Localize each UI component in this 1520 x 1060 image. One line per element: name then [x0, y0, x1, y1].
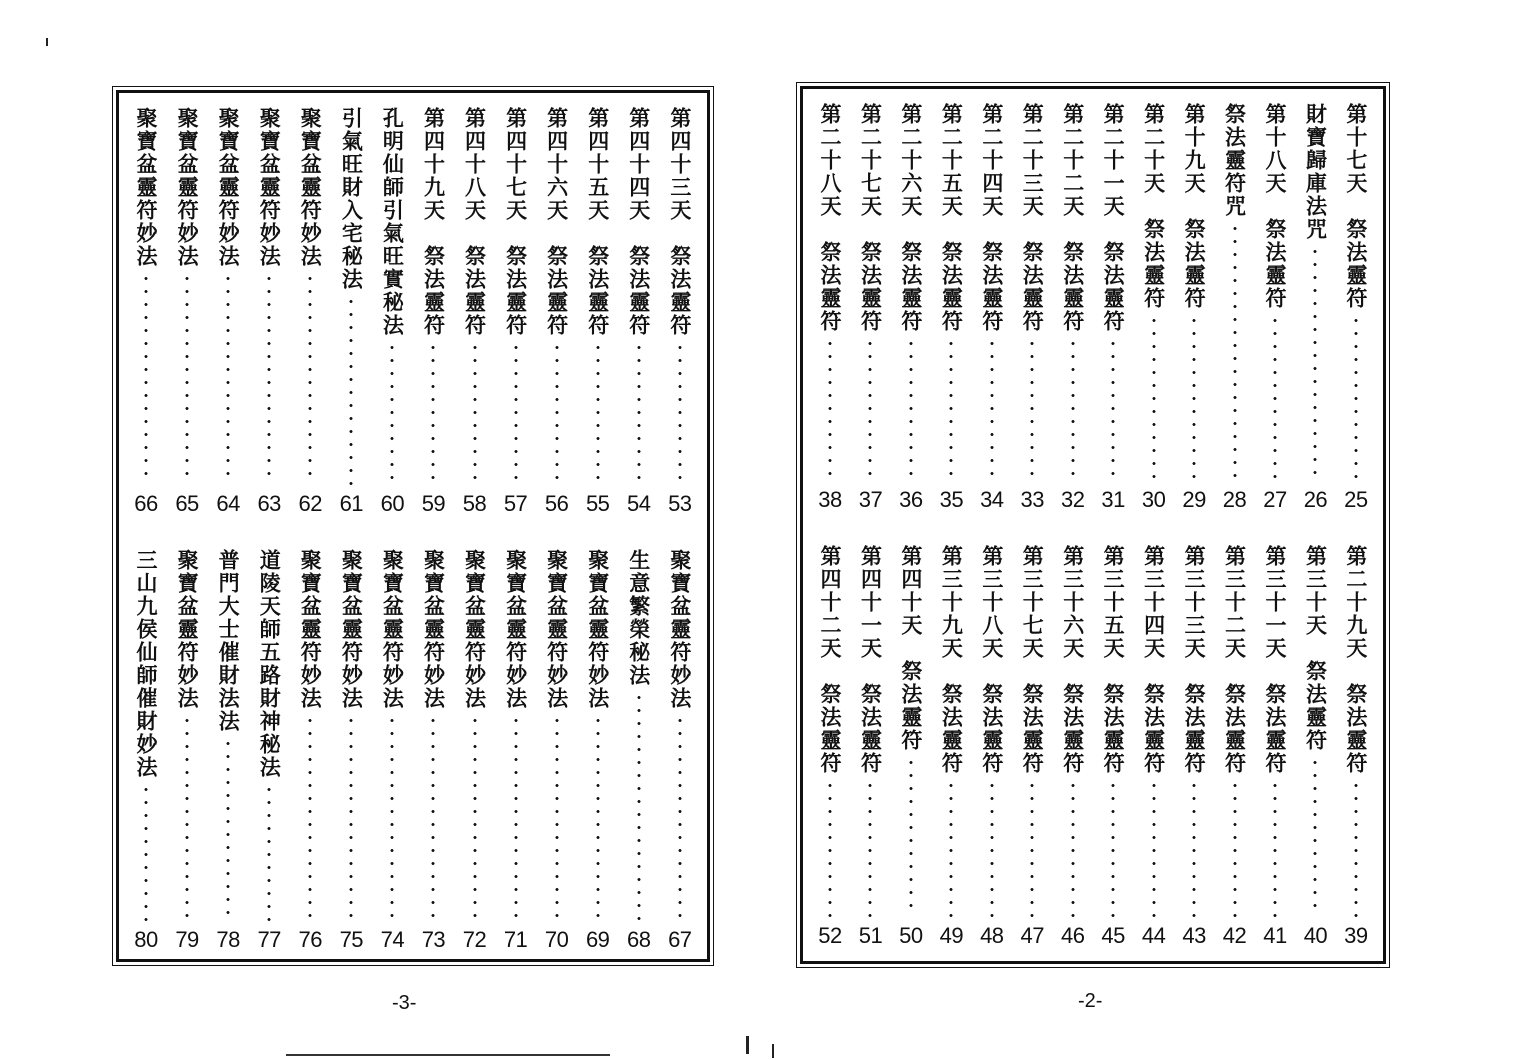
- toc-entry-title: 第四十一天 祭法靈符: [858, 545, 884, 775]
- dot-leader: [267, 783, 271, 921]
- dot-leader: [637, 691, 641, 921]
- toc-entry-page: 29: [1182, 487, 1206, 512]
- toc-entry-page: 35: [939, 487, 964, 512]
- toc-entry-title: 第二十八天 祭法靈符: [818, 103, 843, 333]
- toc-entry-title: 第四十天 祭法靈符: [898, 545, 924, 752]
- toc-entry-page: 80: [134, 927, 158, 952]
- toc-entry-title: 聚寶盆靈符妙法: [667, 549, 693, 710]
- dot-leader: [308, 714, 312, 921]
- toc-entry-title: 第三十六天 祭法靈符: [1060, 545, 1086, 775]
- toc-entry-page: 71: [503, 927, 528, 952]
- toc-entry-title: 聚寶盆靈符妙法: [298, 549, 324, 710]
- toc-entry: [892, 545, 930, 949]
- toc-entry: [1256, 103, 1294, 513]
- scan-speck: [46, 38, 48, 46]
- toc-entry-title: 普門大士催財法法: [216, 549, 242, 733]
- toc-column-group-top: [127, 107, 699, 517]
- toc-entry-page: 59: [421, 491, 446, 516]
- toc-entry-page: 55: [585, 491, 610, 516]
- dot-leader: [1313, 756, 1317, 917]
- toc-entry: [811, 545, 849, 949]
- toc-entry: [209, 549, 247, 953]
- toc-entry-title: 第四十八天 祭法靈符: [462, 107, 488, 337]
- toc-entry-title: 第二十一天 祭法靈符: [1101, 103, 1127, 333]
- dot-leader: [1192, 779, 1196, 917]
- toc-entry-title: 第二十六天 祭法靈符: [898, 103, 924, 333]
- toc-entry-title: 第十七天 祭法靈符: [1343, 103, 1369, 310]
- toc-entry: [1175, 545, 1213, 949]
- toc-entry-title: 生意繁榮秘法: [626, 549, 652, 687]
- toc-entry-page: 39: [1344, 923, 1368, 948]
- toc-entry-title: 聚寶盆靈符妙法: [298, 107, 324, 268]
- toc-entry-title: 第十八天 祭法靈符: [1262, 103, 1288, 310]
- toc-entry: [932, 103, 970, 513]
- scan-edge-line: [286, 1054, 610, 1056]
- toc-entry: [332, 549, 370, 953]
- dot-leader: [1071, 779, 1075, 917]
- toc-entry-title: 第四十二天 祭法靈符: [818, 545, 843, 775]
- toc-entry: [127, 549, 165, 953]
- dot-leader: [1071, 337, 1075, 481]
- toc-entry-page: 68: [627, 927, 651, 952]
- toc-entry: [456, 549, 494, 953]
- toc-entry-page: 43: [1182, 923, 1206, 948]
- toc-entry: [373, 549, 411, 953]
- toc-frame-left: [116, 90, 710, 962]
- toc-entry: [620, 107, 658, 517]
- toc-entry-title: 引氣旺財入宅秘法: [339, 107, 365, 291]
- dot-leader: [1111, 337, 1115, 481]
- toc-entry: [1296, 103, 1334, 513]
- dot-leader: [949, 337, 953, 481]
- toc-entry-title: 第二十四天 祭法靈符: [979, 103, 1005, 333]
- toc-entry: [414, 107, 452, 517]
- toc-entry-page: 31: [1101, 487, 1125, 512]
- toc-entry-page: 70: [544, 927, 569, 952]
- toc-entry-page: 72: [462, 927, 487, 952]
- toc-entry-page: 65: [175, 491, 199, 516]
- toc-entry: [1135, 545, 1173, 949]
- toc-entry-page: 38: [818, 487, 842, 512]
- toc-entry-page: 66: [134, 491, 158, 516]
- toc-entry: [1216, 103, 1254, 513]
- dot-leader: [678, 714, 682, 921]
- dot-leader: [1354, 779, 1358, 917]
- toc-entry-page: 77: [257, 927, 281, 952]
- toc-entry-title: 聚寶盆靈符妙法: [257, 107, 283, 268]
- toc-entry: [209, 107, 247, 517]
- toc-entry-title: 第三十九天 祭法靈符: [939, 545, 965, 775]
- dot-leader: [1152, 779, 1156, 917]
- dot-leader: [431, 714, 435, 921]
- dot-leader: [185, 272, 189, 485]
- dot-leader: [828, 779, 832, 917]
- toc-entry-title: 孔明仙師引氣旺實秘法: [380, 107, 406, 337]
- toc-entry: [932, 545, 970, 949]
- toc-entry-title: 第三十七天 祭法靈符: [1020, 545, 1046, 775]
- dot-leader: [1273, 779, 1277, 917]
- toc-entry-page: 61: [339, 491, 364, 516]
- dot-leader: [1030, 779, 1034, 917]
- toc-entry-page: 42: [1222, 923, 1247, 948]
- toc-entry: [538, 107, 576, 517]
- toc-entry: [127, 107, 165, 517]
- dot-leader: [909, 756, 913, 917]
- dot-leader: [1233, 222, 1237, 481]
- dot-leader: [990, 779, 994, 917]
- toc-entry-page: 40: [1303, 923, 1328, 948]
- toc-entry-title: 聚寶盆靈符妙法: [175, 107, 201, 268]
- toc-entry: [1094, 103, 1132, 513]
- toc-entry-page: 54: [627, 491, 651, 516]
- dot-leader: [473, 714, 477, 921]
- toc-entry-title: 第二十五天 祭法靈符: [939, 103, 965, 333]
- toc-entry-page: 67: [668, 927, 692, 952]
- toc-entry: [291, 107, 329, 517]
- toc-frame-right: [800, 86, 1386, 964]
- toc-entry: [456, 107, 494, 517]
- dot-leader: [514, 714, 518, 921]
- toc-entry-page: 33: [1020, 487, 1044, 512]
- toc-column-group-bottom: [127, 549, 699, 953]
- toc-entry: [620, 549, 658, 953]
- toc-entry: [1094, 545, 1132, 949]
- toc-entry: [973, 103, 1011, 513]
- dot-leader: [1313, 245, 1317, 481]
- toc-entry: [579, 549, 617, 953]
- toc-entry-title: 聚寶盆靈符妙法: [462, 549, 488, 710]
- toc-column-group-bottom: [811, 545, 1375, 949]
- toc-entry-page: 64: [216, 491, 240, 516]
- toc-entry: [1013, 545, 1051, 949]
- dot-leader: [390, 714, 394, 921]
- toc-entry-title: 第四十五天 祭法靈符: [585, 107, 611, 337]
- toc-entry-title: 聚寶盆靈符妙法: [134, 107, 159, 268]
- dot-leader: [868, 337, 872, 481]
- toc-entry-page: 78: [216, 927, 240, 952]
- dot-leader: [596, 714, 600, 921]
- toc-entry-title: 第二十七天 祭法靈符: [858, 103, 884, 333]
- toc-entry-page: 32: [1060, 487, 1085, 512]
- toc-entry-title: 第三十四天 祭法靈符: [1141, 545, 1167, 775]
- toc-entry-page: 73: [421, 927, 446, 952]
- toc-entry-title: 聚寶盆靈符妙法: [503, 549, 529, 710]
- dot-leader: [555, 341, 559, 485]
- toc-entry-title: 第二十二天 祭法靈符: [1060, 103, 1086, 333]
- toc-entry: [1216, 545, 1254, 949]
- toc-entry-page: 51: [858, 923, 883, 948]
- toc-entry: [1054, 103, 1092, 513]
- toc-entry-title: 第三十天 祭法靈符: [1303, 545, 1329, 752]
- toc-entry: [250, 107, 288, 517]
- toc-entry-page: 49: [939, 923, 964, 948]
- toc-entry-page: 26: [1303, 487, 1328, 512]
- toc-entry-title: 第十九天 祭法靈符: [1182, 103, 1208, 310]
- toc-entry-title: 道陵天師五路財神秘法: [257, 549, 283, 779]
- toc-entry-page: 46: [1060, 923, 1085, 948]
- toc-entry-page: 58: [462, 491, 487, 516]
- dot-leader: [267, 272, 271, 485]
- dot-leader: [1273, 314, 1277, 481]
- toc-entry: [811, 103, 849, 513]
- toc-entry-page: 76: [298, 927, 322, 952]
- toc-entry-page: 74: [380, 927, 405, 952]
- dot-leader: [949, 779, 953, 917]
- toc-entry: [1337, 103, 1375, 513]
- dot-leader: [349, 714, 353, 921]
- toc-entry: [168, 549, 206, 953]
- dot-leader: [909, 337, 913, 481]
- toc-entry-page: 45: [1101, 923, 1125, 948]
- toc-entry-page: 48: [980, 923, 1004, 948]
- toc-entry-title: 聚寶盆靈符妙法: [175, 549, 201, 710]
- toc-entry: [373, 107, 411, 517]
- dot-leader: [473, 341, 477, 485]
- toc-entry-page: 57: [503, 491, 528, 516]
- toc-entry: [1175, 103, 1213, 513]
- dot-leader: [226, 272, 230, 485]
- dot-leader: [349, 295, 353, 485]
- dot-leader: [390, 341, 394, 485]
- toc-entry-page: 79: [175, 927, 199, 952]
- toc-entry: [1256, 545, 1294, 949]
- toc-entry: [1296, 545, 1334, 949]
- toc-entry-page: 30: [1141, 487, 1166, 512]
- toc-entry-page: 62: [298, 491, 322, 516]
- toc-entry: [168, 107, 206, 517]
- dot-leader: [1233, 779, 1237, 917]
- toc-entry-title: 第二十九天 祭法靈符: [1343, 545, 1369, 775]
- toc-entry-title: 聚寶盆靈符妙法: [380, 549, 406, 710]
- dot-leader: [1030, 337, 1034, 481]
- toc-entry-title: 第三十三天 祭法靈符: [1182, 545, 1208, 775]
- dot-leader: [144, 272, 148, 485]
- dot-leader: [1192, 314, 1196, 481]
- dot-leader: [1152, 314, 1156, 481]
- toc-entry: [332, 107, 370, 517]
- toc-entry-title: 第三十二天 祭法靈符: [1222, 545, 1248, 775]
- toc-entry-title: 第四十三天 祭法靈符: [667, 107, 693, 337]
- toc-entry: [414, 549, 452, 953]
- toc-entry-title: 聚寶盆靈符妙法: [216, 107, 242, 268]
- toc-entry: [892, 103, 930, 513]
- toc-entry-page: 25: [1344, 487, 1368, 512]
- toc-entry-title: 第三十一天 祭法靈符: [1262, 545, 1288, 775]
- toc-entry-title: 聚寶盆靈符妙法: [585, 549, 611, 710]
- toc-entry-title: 第二十三天 祭法靈符: [1020, 103, 1046, 333]
- toc-entry-page: 60: [380, 491, 405, 516]
- toc-entry-title: 第三十五天 祭法靈符: [1101, 545, 1127, 775]
- toc-entry-page: 69: [585, 927, 610, 952]
- dot-leader: [868, 779, 872, 917]
- toc-entry-page: 63: [257, 491, 281, 516]
- toc-entry-page: 36: [899, 487, 923, 512]
- toc-entry-title: 第四十九天 祭法靈符: [421, 107, 447, 337]
- toc-entry-page: 75: [339, 927, 364, 952]
- toc-entry-page: 41: [1263, 923, 1287, 948]
- toc-entry-title: 三山九侯仙師催財妙法: [134, 549, 159, 779]
- page-number-right: -2-: [1078, 990, 1103, 1012]
- toc-entry-title: 第四十六天 祭法靈符: [544, 107, 570, 337]
- toc-entry-page: 50: [899, 923, 923, 948]
- toc-entry-page: 52: [818, 923, 842, 948]
- toc-entry-title: 聚寶盆靈符妙法: [544, 549, 570, 710]
- toc-entry-page: 47: [1020, 923, 1044, 948]
- toc-entry: [1135, 103, 1173, 513]
- page-number-left: -3-: [392, 992, 417, 1014]
- toc-entry-page: 34: [980, 487, 1004, 512]
- toc-entry-page: 27: [1263, 487, 1287, 512]
- scan-gutter-mark: [746, 1036, 749, 1054]
- toc-entry: [579, 107, 617, 517]
- dot-leader: [144, 783, 148, 921]
- dot-leader: [990, 337, 994, 481]
- dot-leader: [431, 341, 435, 485]
- toc-entry-page: 53: [668, 491, 692, 516]
- toc-entry: [291, 549, 329, 953]
- dot-leader: [637, 341, 641, 485]
- toc-entry: [497, 107, 535, 517]
- dot-leader: [678, 341, 682, 485]
- toc-entry: [661, 549, 699, 953]
- toc-entry: [851, 103, 889, 513]
- dot-leader: [185, 714, 189, 921]
- toc-entry: [1337, 545, 1375, 949]
- toc-entry: [973, 545, 1011, 949]
- dot-leader: [828, 337, 832, 481]
- toc-entry-title: 祭法靈符咒: [1222, 103, 1248, 218]
- toc-entry-title: 聚寶盆靈符妙法: [339, 549, 365, 710]
- toc-column-group-top: [811, 103, 1375, 513]
- toc-entry: [1054, 545, 1092, 949]
- toc-entry: [250, 549, 288, 953]
- toc-entry-title: 財寶歸庫法咒: [1303, 103, 1329, 241]
- toc-entry-page: 56: [544, 491, 569, 516]
- dot-leader: [226, 737, 230, 921]
- toc-entry: [851, 545, 889, 949]
- toc-entry-title: 第二十天 祭法靈符: [1141, 103, 1167, 310]
- dot-leader: [1111, 779, 1115, 917]
- toc-entry: [661, 107, 699, 517]
- toc-entry-title: 第三十八天 祭法靈符: [979, 545, 1005, 775]
- toc-entry-page: 37: [858, 487, 883, 512]
- dot-leader: [596, 341, 600, 485]
- scan-gutter-mark: [772, 1044, 774, 1058]
- toc-entry-page: 44: [1141, 923, 1166, 948]
- toc-entry-title: 聚寶盆靈符妙法: [421, 549, 447, 710]
- toc-entry: [538, 549, 576, 953]
- toc-entry: [1013, 103, 1051, 513]
- dot-leader: [1354, 314, 1358, 481]
- dot-leader: [555, 714, 559, 921]
- toc-entry-title: 第四十七天 祭法靈符: [503, 107, 529, 337]
- toc-entry: [497, 549, 535, 953]
- dot-leader: [308, 272, 312, 485]
- toc-entry-page: 28: [1222, 487, 1247, 512]
- toc-entry-title: 第四十四天 祭法靈符: [626, 107, 652, 337]
- dot-leader: [514, 341, 518, 485]
